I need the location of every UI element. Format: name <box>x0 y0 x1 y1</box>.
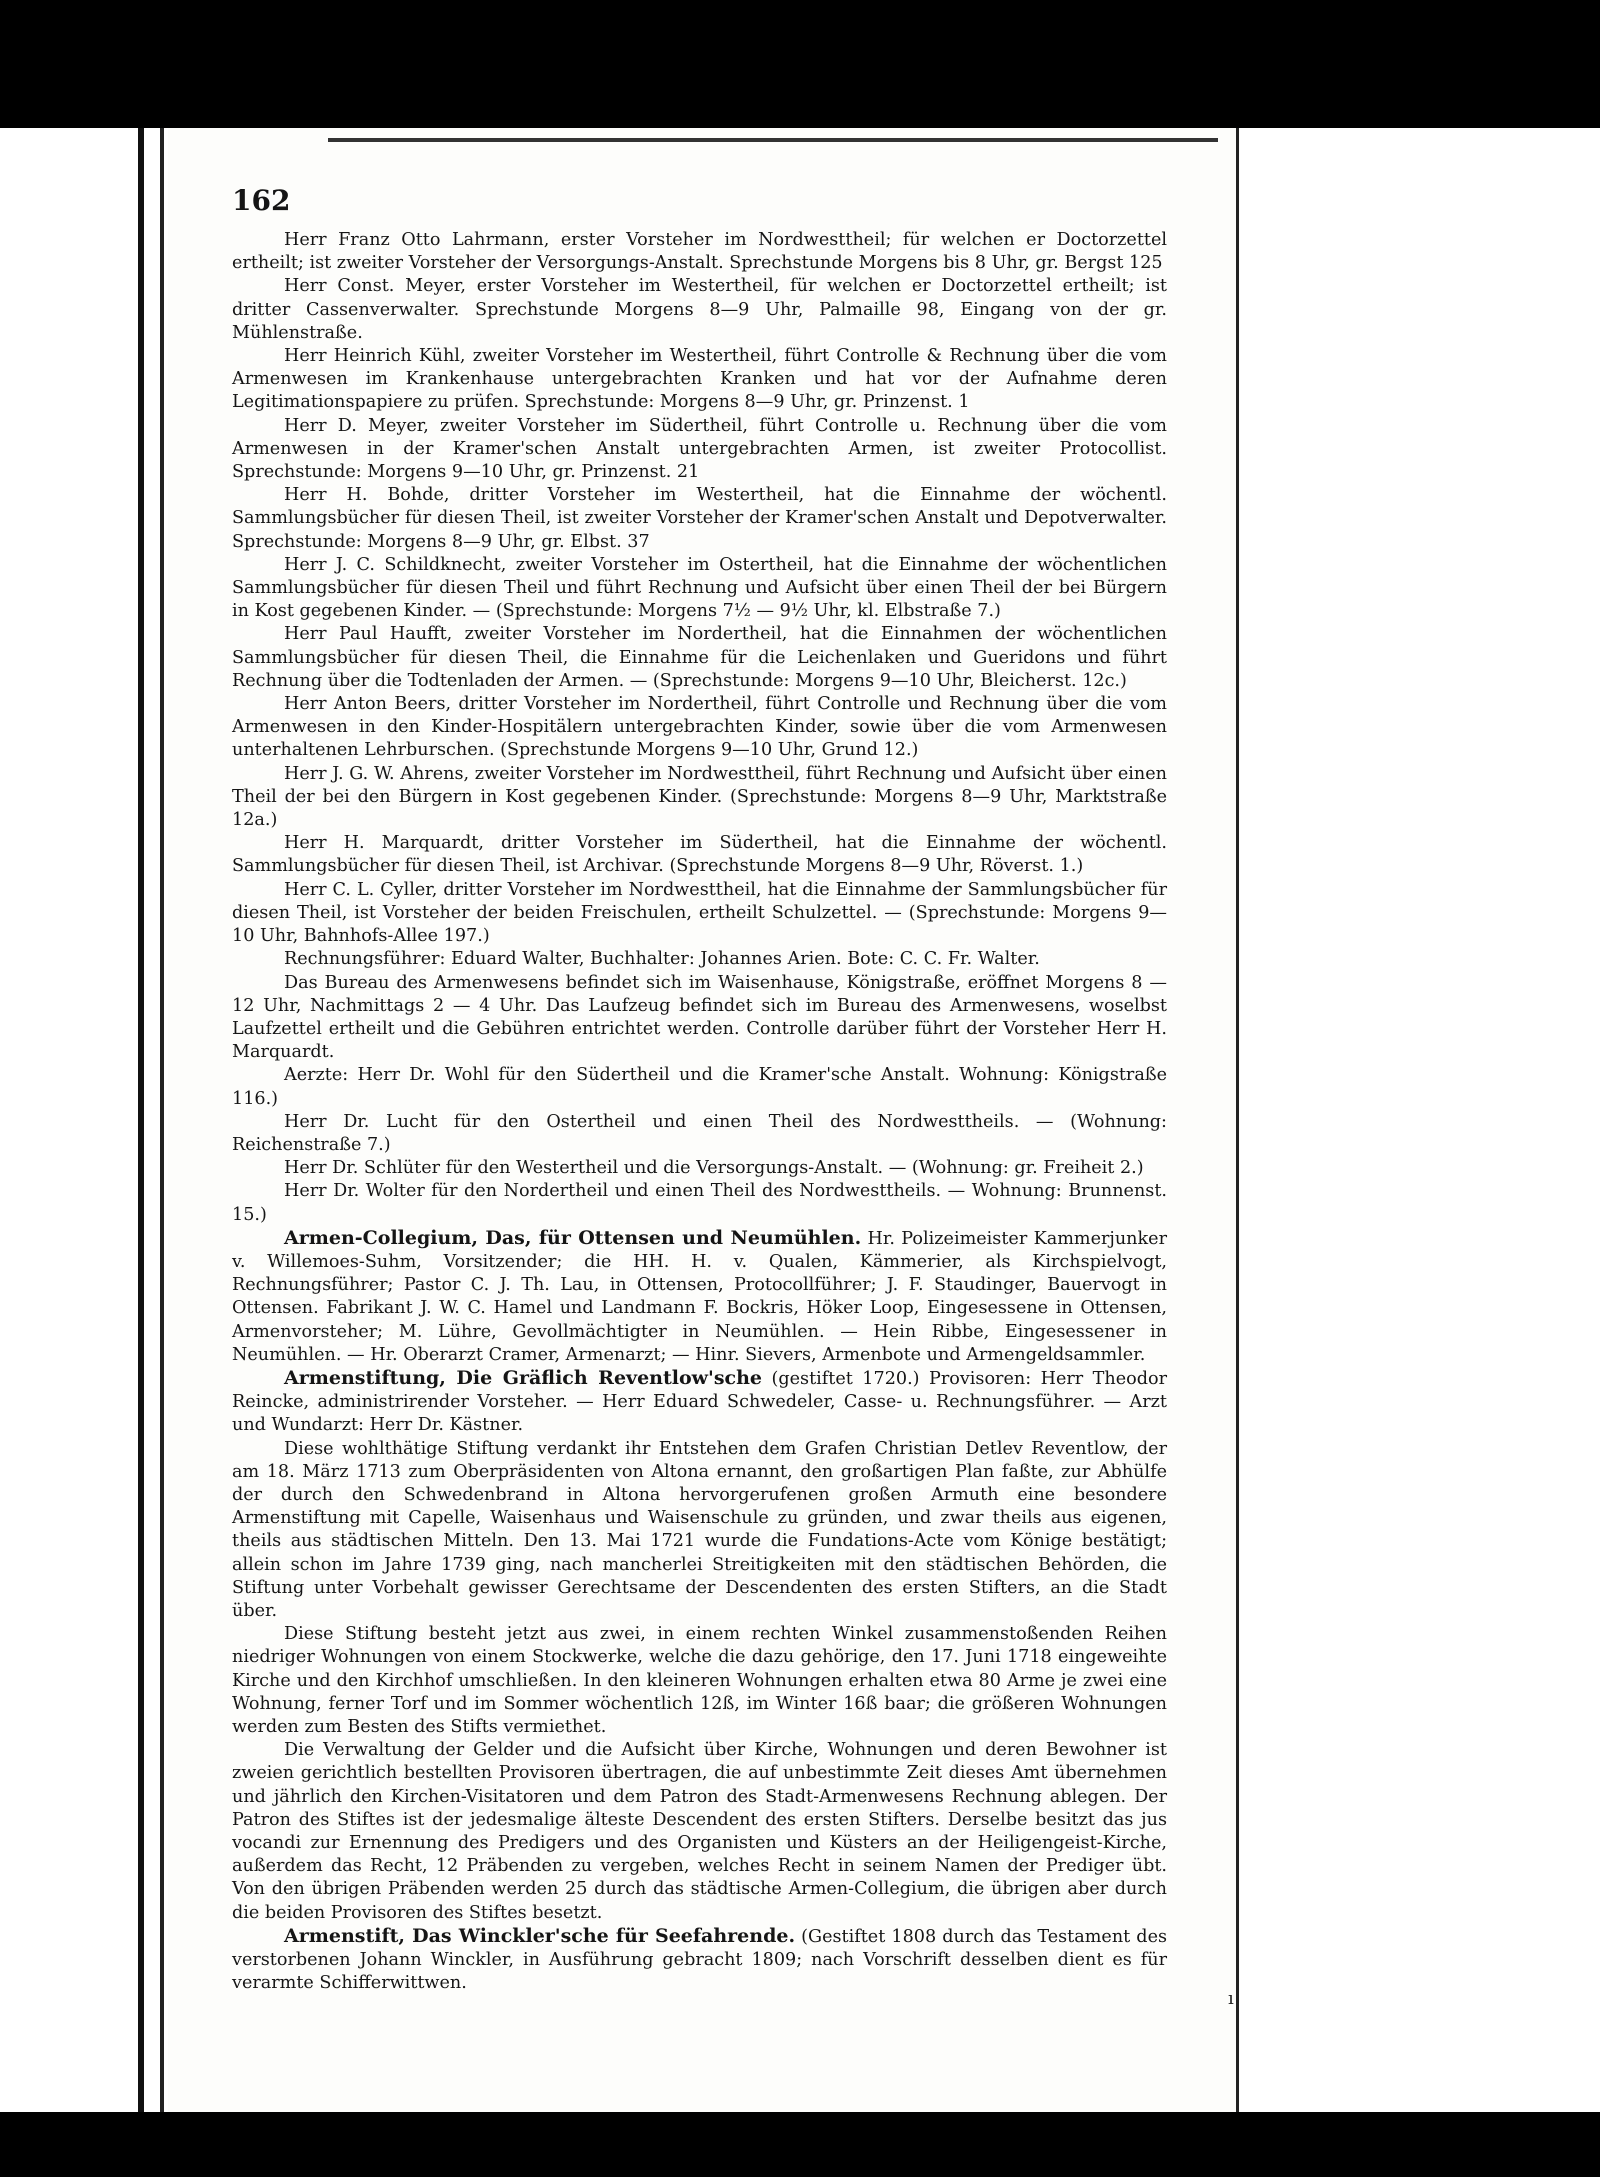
directory-entry: Herr Franz Otto Lahrmann, erster Vorsteher im Nordwesttheil; für welchen er Doctorzettel ertheilt; ist zweiter Vorsteher der Versorgungs-Anstalt. Sprechstunde Morgens bis 8 Uhr, gr. Bergst 125 <box>232 230 1167 274</box>
section-paragraph: Diese Stiftung besteht jetzt aus zwei, in einem rechten Winkel zusammenstoßenden Reihen niedriger Wohnungen von einem Stockwerke, welche die dazu gehörige, den 17. Juni 1718 eingeweihte Kirche und den Kirchhof umschließen. In den kleineren Wohnungen erhalten etwa 80 Arme je zwei eine Wohnung, ferner Torf und im Sommer wöchentlich 12ß, im Winter 16ß baar; die größeren Wohnungen werden zum Besten des Stifts vermiethet. <box>232 1624 1167 1737</box>
section-paragraph: Hr. Polizeimeister Kammerjunker v. Willemoes-Suhm, Vorsitzender; die HH. H. v. Qualen, Kämmerier, als Kirchspielvogt, Rechnungsführer; Pastor C. J. Th. Lau, in Ottensen, Protocollführer; J. F. Staudinger, Bauervogt in Ottensen. Fabrikant J. W. C. Hamel und Landmann F. Bockris, Höker Loop, Eingesessene in Ottensen, Armenvorsteher; M. Lühre, Gevollmächtigter in Neumühlen. — Hein Ribbe, Eingesessener in Neumühlen. — Hr. Oberarzt Cramer, Armenarzt; — Hinr. Sievers, Armenbote und Armengeldsammler. <box>232 1228 1167 1365</box>
section-paragraph: Die Verwaltung der Gelder und die Aufsicht über Kirche, Wohnungen und deren Bewohner ist zweien gerichtlich bestellten Provisoren übertragen, die auf unbestimmte Zeit dieses Amt übernehmen und jährlich den Kirchen-Visitatoren und dem Patron des Stadt-Armenwesens Rechnung ablegen. Der Patron des Stiftes ist der jedesmalige älteste Descendent des ersten Stifters. Derselbe besitzt das jus vocandi zur Ernennung des Predigers und des Organisten und Küsters an der Heiligengeist-Kirche, außerdem das Recht, 12 Präbenden zu vergeben, welches Recht in seinem Namen der Prediger übt. Von den übrigen Präbenden werden 25 durch das städtische Armen-Collegium, die übrigen aber durch die beiden Provisoren des Stiftes besetzt. <box>232 1740 1167 1923</box>
directory-entry: Herr H. Marquardt, dritter Vorsteher im Südertheil, hat die Einnahme der wöchentl. Sammlungsbücher für diesen Theil, ist Archivar. (Sprechstunde Morgens 8—9 Uhr, Röverst. 1.) <box>232 833 1167 877</box>
directory-entry: Herr D. Meyer, zweiter Vorsteher im Südertheil, führt Controlle u. Rechnung über die vom Armenwesen in der Kramer'schen Anstalt untergebrachten Armen, ist zweiter Protocollist. Sprechstunde: Morgens 9—10 Uhr, gr. Prinzenst. 21 <box>232 415 1167 483</box>
directory-entry: Herr Const. Meyer, erster Vorsteher im Westertheil, für welchen er Doctorzettel ertheilt; ist dritter Cassenverwalter. Sprechstunde Morgens 8—9 Uhr, Palmaille 98, Eingang von der gr. Mühlenstraße. <box>232 276 1167 343</box>
facing-page-edge <box>0 128 150 2112</box>
physician-entry: Aerzte: Herr Dr. Wohl für den Südertheil und die Kramer'sche Anstalt. Wohnung: Königstraße 116.) <box>232 1065 1167 1109</box>
book-page <box>168 128 1239 2112</box>
section-paragraph: Diese wohlthätige Stiftung verdankt ihr Entstehen dem Grafen Christian Detlev Reventlow, der am 18. März 1713 zum Oberpräsidenten von Altona ernannt, den großartigen Plan faßte, zur Abhülfe der durch den Schwedenbrand in Altona hervorgerufenen großen Armuth eine besondere Armenstiftung mit Capelle, Waisenhaus und Waisenschule zu gründen, und zwar theils aus eigenen, theils aus städtischen Mitteln. Den 13. Mai 1721 wurde die Fundations-Acte vom Könige bestätigt; allein schon im Jahre 1739 ging, nach mancherlei Streitigkeiten mit den städtischen Behörden, die Stiftung unter Vorbehalt gewisser Gerechtsame der Descendenten des ersten Stifters, an die Stadt über. <box>232 1438 1167 1621</box>
directory-entry: Herr J. C. Schildknecht, zweiter Vorsteher im Ostertheil, hat die Einnahme der wöchentlichen Sammlungsbücher für diesen Theil und führt Rechnung und Aufsicht über einen Theil der bei Bürgern in Kost gegebenen Kinder. — (Sprechstunde: Morgens 7½ — 9½ Uhr, kl. Elbstraße 7.) <box>232 554 1167 622</box>
margin-mark: ı <box>1228 1988 1234 2009</box>
directory-entry: Herr Heinrich Kühl, zweiter Vorsteher im Westertheil, führt Controlle & Rechnung über die vom Armenwesen im Krankenhause untergebrachten Kranken und hat vor der Aufnahme deren Legitimationspapiere zu prüfen. Sprechstunde: Morgens 8—9 Uhr, gr. Prinzenst. 1 <box>232 346 1167 413</box>
section-armenstiftung <box>232 1367 1167 1438</box>
section-armen-collegium <box>232 1227 1167 1367</box>
directory-entry: Herr C. L. Cyller, dritter Vorsteher im Nordwesttheil, hat die Einnahme der Sammlungsbücher für diesen Theil, ist Vorsteher der beiden Freischulen, ertheilt Schulzettel. — (Sprechstunde: Morgens 9—10 Uhr, Bahnhofs-Allee 197.) <box>232 879 1167 947</box>
section-paragraph: (gestiftet 1720.) Provisoren: Herr Theodor Reincke, administrirender Vorsteher. — Herr Eduard Schwedeler, Casse- u. Rechnungsführer. — Arzt und Wundarzt: Herr Dr. Kästner. <box>232 1368 1167 1436</box>
physician-entry: Herr Dr. Wolter für den Nordertheil und einen Theil des Nordwesttheils. — Wohnung: Brunnenst. 15.) <box>232 1181 1167 1225</box>
directory-entry: Herr Anton Beers, dritter Vorsteher im Nordertheil, führt Controlle und Rechnung über die vom Armenwesen in den Kinder-Hospitälern untergebrachten Kinder, sowie über die vom Armenwesen unterhaltenen Lehrburschen. (Sprechstunde Morgens 9—10 Uhr, Grund 12.) <box>232 694 1167 761</box>
section-title: Armenstift, Das Winckler'sche für Seefahrende. <box>284 1924 796 1947</box>
bureau-paragraph: Das Bureau des Armenwesens befindet sich im Waisenhause, Königstraße, eröffnet Morgens 8 — 12 Uhr, Nachmittags 2 — 4 Uhr. Das Laufzeug befindet sich im Bureau des Armenwesens, woselbst Laufzettel ertheilt und die Gebühren entrichtet werden. Controlle darüber führt der Vorsteher Herr H. Marquardt. <box>232 972 1167 1063</box>
directory-entry: Herr H. Bohde, dritter Vorsteher im Westertheil, hat die Einnahme der wöchentl. Sammlungsbücher für diesen Theil, ist zweiter Vorsteher der Kramer'schen Anstalt und Depotverwalter. Sprechstunde: Morgens 8—9 Uhr, gr. Elbst. 37 <box>232 485 1167 552</box>
section-title: Armenstiftung, Die Gräflich Reventlow'sche <box>284 1366 763 1389</box>
physician-entry: Herr Dr. Lucht für den Ostertheil und einen Theil des Nordwesttheils. — (Wohnung: Reichenstraße 7.) <box>232 1111 1167 1155</box>
section-winckler-stift <box>232 1925 1167 1996</box>
page-edge-shadow <box>160 128 164 2112</box>
scan-border-top <box>0 0 1600 128</box>
book-gutter <box>138 128 144 2112</box>
header-rule <box>328 138 1218 142</box>
directory-entry: Rechnungsführer: Eduard Walter, Buchhalter: Johannes Arien. Bote: C. C. Fr. Walter. <box>284 949 1040 970</box>
physician-entry: Herr Dr. Schlüter für den Westertheil und die Versorgungs-Anstalt. — (Wohnung: gr. Freiheit 2.) <box>284 1158 1144 1179</box>
directory-entry: Herr Paul Haufft, zweiter Vorsteher im Nordertheil, hat die Einnahmen der wöchentlichen Sammlungsbücher für diesen Theil, die Einnahme für die Leichenlaken und Gueridons und führt Rechnung über die Todtenladen der Armen. — (Sprechstunde: Morgens 9—10 Uhr, Bleicherst. 12c.) <box>232 624 1167 691</box>
section-paragraph: (Gestiftet 1808 durch das Testament des verstorbenen Johann Winckler, in Ausführung gebracht 1809; nach Vorschrift desselben dient es für verarmte Schifferwittwen. <box>232 1926 1168 1994</box>
directory-entry: Herr J. G. W. Ahrens, zweiter Vorsteher im Nordwesttheil, führt Rechnung und Aufsicht über einen Theil der bei den Bürgern in Kost gegebenen Kinder. (Sprechstunde: Morgens 8—9 Uhr, Marktstraße 12a.) <box>232 763 1167 831</box>
page-number: 162 <box>232 184 291 217</box>
section-title: Armen-Collegium, Das, für Ottensen und Neumühlen. <box>284 1226 862 1249</box>
page-text <box>232 183 1167 1995</box>
scan-border-bottom <box>0 2112 1600 2177</box>
